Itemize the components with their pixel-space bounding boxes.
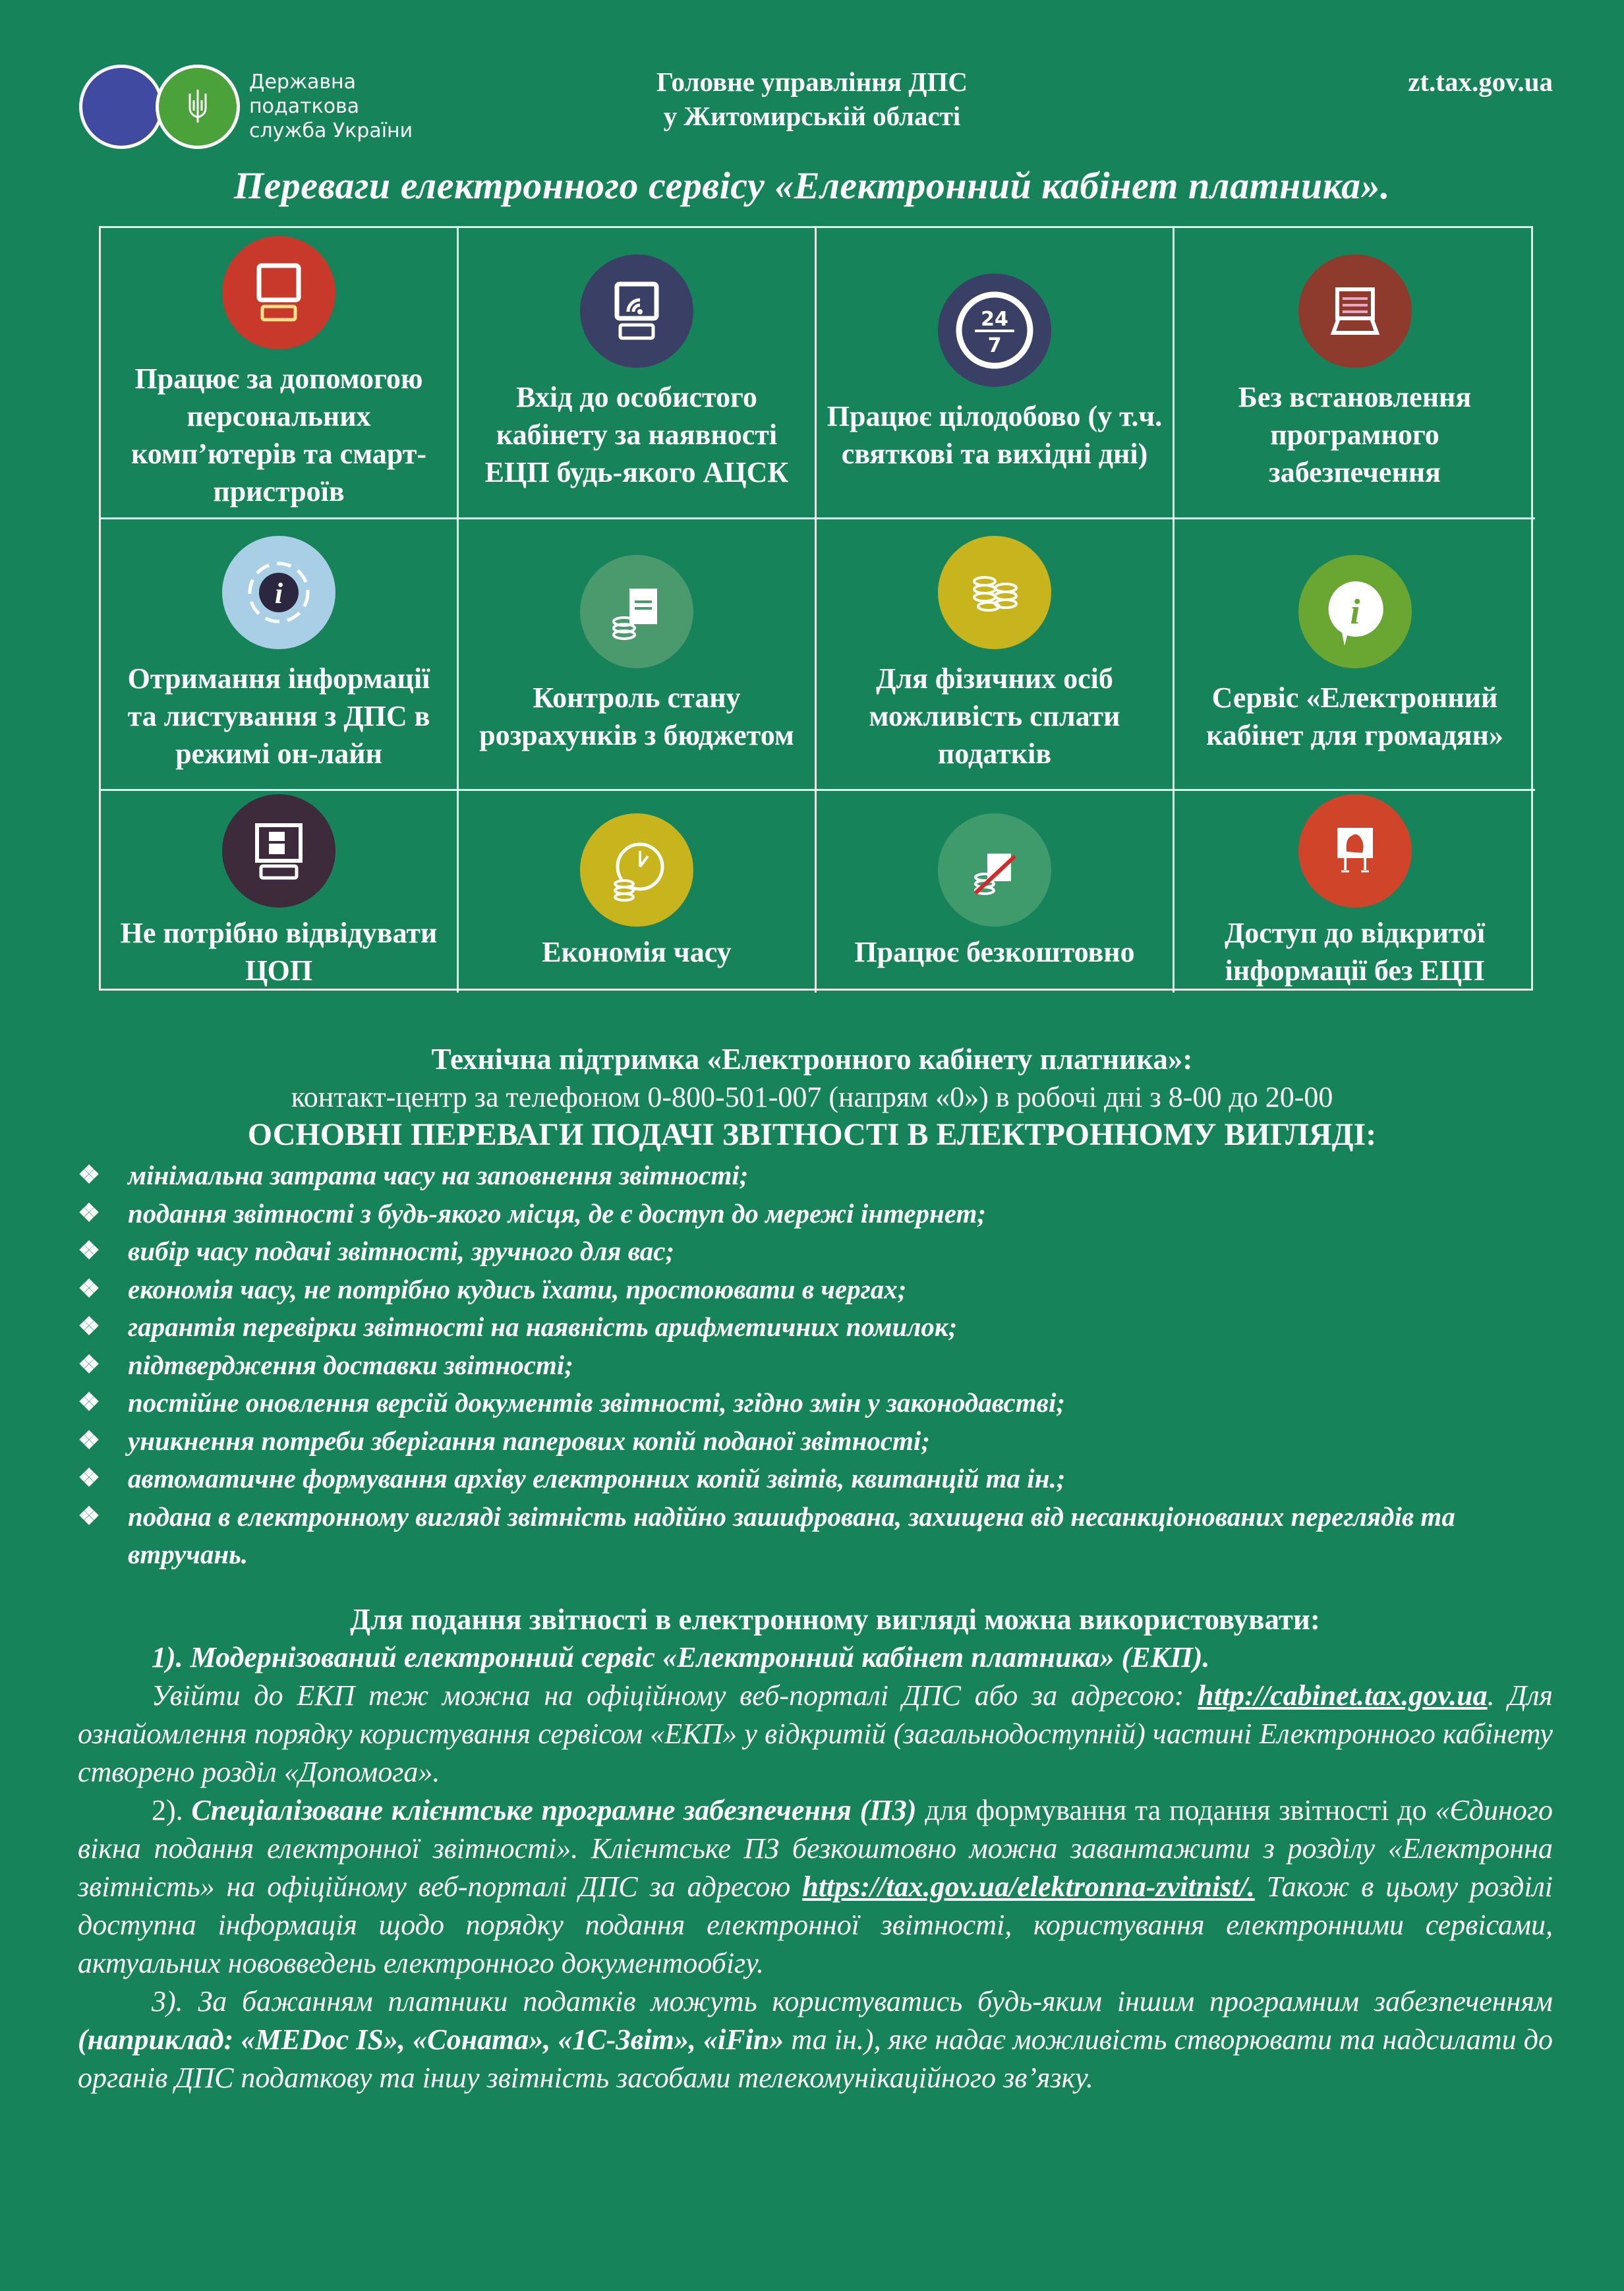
diamond-bullet-icon: ❖ [78, 1161, 101, 1189]
benefit-text: підтвердження доставки звітності; [128, 1349, 573, 1380]
list-item [78, 1195, 1558, 1233]
clock-24-7-icon [938, 274, 1051, 387]
feature-cell [459, 519, 817, 791]
svg-text:i: i [274, 577, 283, 610]
feature-label: Без встановлення програмного забезпечення [1238, 381, 1472, 488]
option1-title: 1). Модернізований електронний сервіс «Електронний кабінет платника» (ЕКП). [152, 1641, 1210, 1673]
feature-label: Працює цілодобово (у т.ч. святкові та вихідні дні) [826, 399, 1163, 470]
laptop-icon [1298, 254, 1412, 368]
logo-text-line: служба України [249, 119, 413, 142]
diamond-bullet-icon: ❖ [78, 1350, 101, 1379]
feature-label: Вхід до особистого кабінету за наявності ЕЦП будь-якого АЦСК [484, 381, 789, 488]
feature-cell [459, 228, 817, 519]
org-title-line1: Головне управління ДПС [656, 67, 968, 97]
diamond-bullet-icon: ❖ [78, 1502, 101, 1530]
benefit-text: економія часу, не потрібно кудись їхати, простоювати в чергах; [128, 1273, 907, 1304]
option2-text1: для формування та подання звітності до [916, 1794, 1436, 1826]
option3-text2: та ін.), яке надає можливість створювати та надсилати до органів ДПС податкову та іншу звітність засобами телекомунікаційного зв’язку. [78, 2023, 1553, 2094]
elektronna-zvitnist-link[interactable]: https://tax.gov.ua/elektronna-zvitnist/. [802, 1870, 1255, 1903]
diamond-bullet-icon: ❖ [78, 1464, 101, 1492]
benefit-text: уникнення потреби зберігання паперових копій поданої звітності; [128, 1425, 930, 1456]
logo-text-line: податкова [249, 94, 360, 118]
feature-label: Працює за допомогою персональних комп’ютерів та смарт-пристроїв [130, 362, 427, 508]
feature-cell [1174, 791, 1535, 993]
feature-cell [817, 519, 1174, 791]
feature-label: Працює безкоштовно [854, 935, 1135, 968]
list-item [78, 1308, 1558, 1347]
benefit-text: вибір часу подачі звітності, зручного для вас; [128, 1236, 675, 1266]
benefit-text: постійне оновлення версій документів звітності, згідно змін у законодавстві; [128, 1387, 1065, 1418]
benefits-list [78, 1157, 1558, 1574]
svg-text:24: 24 [981, 307, 1008, 331]
info-bubble-icon [1298, 555, 1412, 668]
option2-text [78, 1791, 1553, 1983]
document-coins-icon [580, 555, 693, 668]
list-item [78, 1347, 1558, 1385]
option1-text-before: Увійти до ЕКП теж можна на офіційному веб-порталі ДПС або за адресою: [152, 1679, 1198, 1712]
benefit-text: подання звітності з будь-якого місця, де є доступ до мережі інтернет; [128, 1198, 986, 1229]
list-item [78, 1232, 1558, 1271]
feature-label: Отримання інформації та листування з ДПС в режимі он-лайн [127, 662, 430, 770]
org-title [0, 65, 1624, 133]
option1-text-after: . Для ознайомлення порядку користування сервісом «ЕКП» у відкритій (загальнодоступній) частині Електронного кабінету створено розділ «Допомога». [78, 1679, 1553, 1788]
benefit-text: мінімальна затрата часу на заповнення звітності; [128, 1160, 749, 1190]
usage-title: Для подання звітності в електронному вигляді можна використовувати: [350, 1603, 1320, 1636]
option2-number: 2). [152, 1794, 192, 1826]
feature-label: Контроль стану розрахунків з бюджетом [479, 681, 794, 751]
feature-label: Економія часу [542, 935, 732, 968]
option1-text [78, 1677, 1553, 1791]
feature-cell [817, 228, 1174, 519]
support-contact: контакт-центр за телефоном 0-800-501-007 (напрям «0») в робочі дні з 8-00 до 20-00 [291, 1081, 1333, 1113]
list-item [78, 1498, 1558, 1574]
list-item [78, 1384, 1558, 1422]
benefit-text: гарантія перевірки звітності на наявність арифметичних помилок; [128, 1312, 958, 1342]
svg-text:7: 7 [987, 334, 1002, 357]
benefits-title: ОСНОВНІ ПЕРЕВАГИ ПОДАЧІ ЗВІТНОСТІ В ЕЛЕКТРОННОМУ ВИГЛЯДІ: [247, 1117, 1377, 1152]
feature-cell [101, 791, 459, 993]
cabinet-link[interactable]: http://cabinet.tax.gov.ua [1198, 1679, 1488, 1712]
diamond-bullet-icon: ❖ [78, 1389, 101, 1416]
feature-cell [101, 519, 459, 791]
main-title: Переваги електронного сервісу «Електронний кабінет платника». [233, 164, 1391, 207]
option2-title: Спеціалізоване клієнтське програмне забезпечення (ПЗ) [191, 1794, 917, 1826]
benefit-text: подана в електронному вигляді звітність надійно зашифрована, захищена від несанкціонованих переглядів та втручань. [128, 1501, 1455, 1569]
presentation-board-icon [1298, 794, 1412, 908]
feature-cell [817, 791, 1174, 993]
feature-label: Для фізичних осіб можливість сплати податків [869, 662, 1120, 770]
feature-cell [1174, 519, 1535, 791]
benefit-text: автоматичне формування архіву електронних копій звітів, квитанцій та ін.; [128, 1463, 1066, 1494]
option2-text2: «Єдиного вікна подання електронної звітності». Клієнтське ПЗ безкоштовно можна завантажити з розділу «Електронна звітність» на офіційному веб-порталі ДПС за адресою [78, 1794, 1553, 1903]
option2-text3: Також в цьому розділі доступна інформація щодо порядку подання електронної звітності, користування електронними сервісами, актуальних нововведень електронного документообігу. [78, 1870, 1553, 1979]
info-refresh-icon [222, 536, 335, 649]
list-item [78, 1460, 1558, 1498]
clock-coins-icon [580, 813, 693, 927]
diamond-bullet-icon: ❖ [78, 1237, 101, 1265]
usage-section [78, 1600, 1553, 2097]
list-item [78, 1271, 1558, 1309]
site-url[interactable]: zt.tax.gov.ua [1408, 67, 1553, 97]
support-title: Технічна підтримка «Електронного кабінету платника»: [431, 1043, 1193, 1076]
feature-cell [101, 228, 459, 519]
diamond-bullet-icon: ❖ [78, 1275, 101, 1303]
feature-cell [459, 791, 817, 993]
computer-wifi-icon [580, 254, 693, 368]
no-payment-icon [938, 813, 1051, 927]
tech-support [0, 1040, 1624, 1116]
logo-text-line: Державна [249, 70, 357, 94]
org-title-line2: у Житомирській області [663, 101, 961, 131]
feature-label: Сервіс «Електронний кабінет для громадян» [1206, 681, 1503, 751]
feature-label: Доступ до відкритої інформації без ЕЦП [1224, 917, 1486, 987]
feature-cell [1174, 228, 1535, 519]
diamond-bullet-icon: ❖ [78, 1313, 101, 1341]
software-examples: (наприклад: «MEDoc IS», «Соната», «1С-Звіт», «iFin» [78, 2023, 784, 2056]
coins-icon [938, 536, 1051, 649]
desktop-computer-icon [222, 236, 335, 349]
diamond-bullet-icon: ❖ [78, 1199, 101, 1227]
computer-card-icon [222, 794, 335, 908]
option3-text1: 3). За бажанням платники податків можуть користуватись будь-яким іншим програмним забезпеченням [152, 1985, 1553, 2017]
list-item [78, 1157, 1558, 1195]
diamond-bullet-icon: ❖ [78, 1426, 101, 1455]
list-item [78, 1422, 1558, 1461]
feature-label: Не потрібно відвідувати ЦОП [120, 917, 438, 987]
svg-text:i: i [1349, 591, 1360, 631]
features-grid [99, 226, 1533, 991]
option3-text [78, 1983, 1553, 2097]
